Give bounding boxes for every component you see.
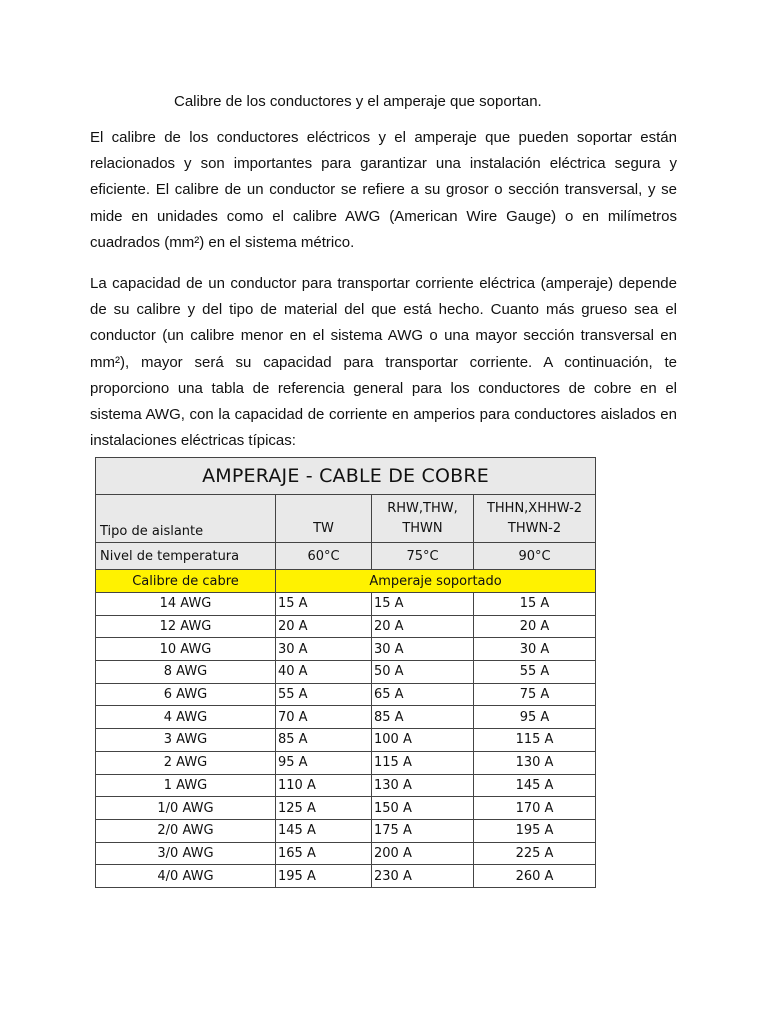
ampacity-tw-cell: 55 A bbox=[276, 683, 372, 706]
ampacity-tw-cell: 195 A bbox=[276, 865, 372, 888]
paragraph-capacity: La capacidad de un conductor para transportar corriente eléctrica (amperaje) depende de su calibre y del tipo de material del que está hecho. Cuanto más grueso sea el conductor (un calibre menor en el sistema AWG o una mayor sección transversal en mm²), mayor será su capacidad para transportar corriente. A continuación, te proporciono una tabla de referencia general para los conductores de cobre en el sistema AWG, con la capacidad de corriente en amperios para conductores aislados en instalaciones eléctricas típicas: bbox=[90, 275, 677, 450]
ampacity-thw-cell: 20 A bbox=[372, 615, 474, 638]
ampacity-tw-cell: 20 A bbox=[276, 615, 372, 638]
gauge-cell: 1/0 AWG bbox=[96, 797, 276, 820]
table-title: AMPERAJE - CABLE DE COBRE bbox=[96, 458, 596, 495]
table-row bbox=[96, 819, 596, 842]
insulation-row bbox=[96, 495, 596, 543]
table-row bbox=[96, 661, 596, 684]
temperature-label: Nivel de temperatura bbox=[96, 543, 276, 570]
ampacity-tw-cell: 70 A bbox=[276, 706, 372, 729]
table-row bbox=[96, 615, 596, 638]
document-title: Calibre de los conductores y el amperaje que soportan. bbox=[174, 93, 542, 110]
ampacity-header: Amperaje soportado bbox=[276, 570, 596, 593]
table-row bbox=[96, 638, 596, 661]
temperature-90: 90°C bbox=[474, 543, 596, 570]
ampacity-thhn-cell: 55 A bbox=[474, 661, 596, 684]
ampacity-tw-cell: 110 A bbox=[276, 774, 372, 797]
ampacity-tw-cell: 125 A bbox=[276, 797, 372, 820]
ampacity-tw-cell: 145 A bbox=[276, 819, 372, 842]
table-body bbox=[96, 593, 596, 888]
temperature-75: 75°C bbox=[372, 543, 474, 570]
table-row bbox=[96, 774, 596, 797]
insulation-label: Tipo de aislante bbox=[96, 495, 276, 543]
gauge-cell: 6 AWG bbox=[96, 683, 276, 706]
gauge-cell: 10 AWG bbox=[96, 638, 276, 661]
gauge-cell: 14 AWG bbox=[96, 593, 276, 616]
section-header-row bbox=[96, 570, 596, 593]
table-row bbox=[96, 593, 596, 616]
ampacity-thhn-cell: 115 A bbox=[474, 729, 596, 752]
gauge-cell: 3 AWG bbox=[96, 729, 276, 752]
ampacity-tw-cell: 15 A bbox=[276, 593, 372, 616]
gauge-cell: 4 AWG bbox=[96, 706, 276, 729]
table-row bbox=[96, 683, 596, 706]
ampacity-thw-cell: 65 A bbox=[372, 683, 474, 706]
ampacity-table bbox=[95, 457, 596, 888]
ampacity-thhn-cell: 225 A bbox=[474, 842, 596, 865]
ampacity-thw-cell: 130 A bbox=[372, 774, 474, 797]
gauge-header: Calibre de cabre bbox=[96, 570, 276, 593]
gauge-cell: 3/0 AWG bbox=[96, 842, 276, 865]
table-row bbox=[96, 865, 596, 888]
ampacity-thw-cell: 200 A bbox=[372, 842, 474, 865]
ampacity-thhn-cell: 15 A bbox=[474, 593, 596, 616]
ampacity-thhn-cell: 170 A bbox=[474, 797, 596, 820]
insulation-tw: TW bbox=[276, 495, 372, 543]
insulation-rhw-thw-thwn: RHW,THW, THWN bbox=[372, 495, 474, 543]
ampacity-thhn-cell: 145 A bbox=[474, 774, 596, 797]
gauge-cell: 12 AWG bbox=[96, 615, 276, 638]
ampacity-thw-cell: 85 A bbox=[372, 706, 474, 729]
ampacity-thhn-cell: 20 A bbox=[474, 615, 596, 638]
ampacity-thw-cell: 175 A bbox=[372, 819, 474, 842]
table-title-row bbox=[96, 458, 596, 495]
ampacity-thw-cell: 100 A bbox=[372, 729, 474, 752]
ampacity-thw-cell: 115 A bbox=[372, 751, 474, 774]
table-row bbox=[96, 729, 596, 752]
table-row bbox=[96, 751, 596, 774]
paragraph-intro: El calibre de los conductores eléctricos y el amperaje que pueden soportar están relacionados y son importantes para garantizar una instalación eléctrica segura y eficiente. El calibre de un conductor se refiere a su grosor o sección transversal, y se mide en unidades como el calibre AWG (American Wire Gauge) o en milímetros cuadrados (mm²) en el sistema métrico. bbox=[90, 129, 677, 251]
ampacity-thw-cell: 15 A bbox=[372, 593, 474, 616]
gauge-cell: 2 AWG bbox=[96, 751, 276, 774]
gauge-cell: 4/0 AWG bbox=[96, 865, 276, 888]
table-row bbox=[96, 797, 596, 820]
ampacity-tw-cell: 30 A bbox=[276, 638, 372, 661]
ampacity-thhn-cell: 30 A bbox=[474, 638, 596, 661]
ampacity-thhn-cell: 95 A bbox=[474, 706, 596, 729]
ampacity-thw-cell: 150 A bbox=[372, 797, 474, 820]
ampacity-tw-cell: 40 A bbox=[276, 661, 372, 684]
ampacity-thhn-cell: 130 A bbox=[474, 751, 596, 774]
temperature-row bbox=[96, 543, 596, 570]
ampacity-thhn-cell: 260 A bbox=[474, 865, 596, 888]
ampacity-thw-cell: 30 A bbox=[372, 638, 474, 661]
ampacity-thw-cell: 50 A bbox=[372, 661, 474, 684]
ampacity-thhn-cell: 195 A bbox=[474, 819, 596, 842]
ampacity-thw-cell: 230 A bbox=[372, 865, 474, 888]
ampacity-tw-cell: 95 A bbox=[276, 751, 372, 774]
ampacity-thhn-cell: 75 A bbox=[474, 683, 596, 706]
insulation-thhn-xhhw2-thwn2: THHN,XHHW-2 THWN-2 bbox=[474, 495, 596, 543]
ampacity-tw-cell: 165 A bbox=[276, 842, 372, 865]
gauge-cell: 8 AWG bbox=[96, 661, 276, 684]
table-row bbox=[96, 706, 596, 729]
table-row bbox=[96, 842, 596, 865]
temperature-60: 60°C bbox=[276, 543, 372, 570]
gauge-cell: 1 AWG bbox=[96, 774, 276, 797]
gauge-cell: 2/0 AWG bbox=[96, 819, 276, 842]
ampacity-tw-cell: 85 A bbox=[276, 729, 372, 752]
